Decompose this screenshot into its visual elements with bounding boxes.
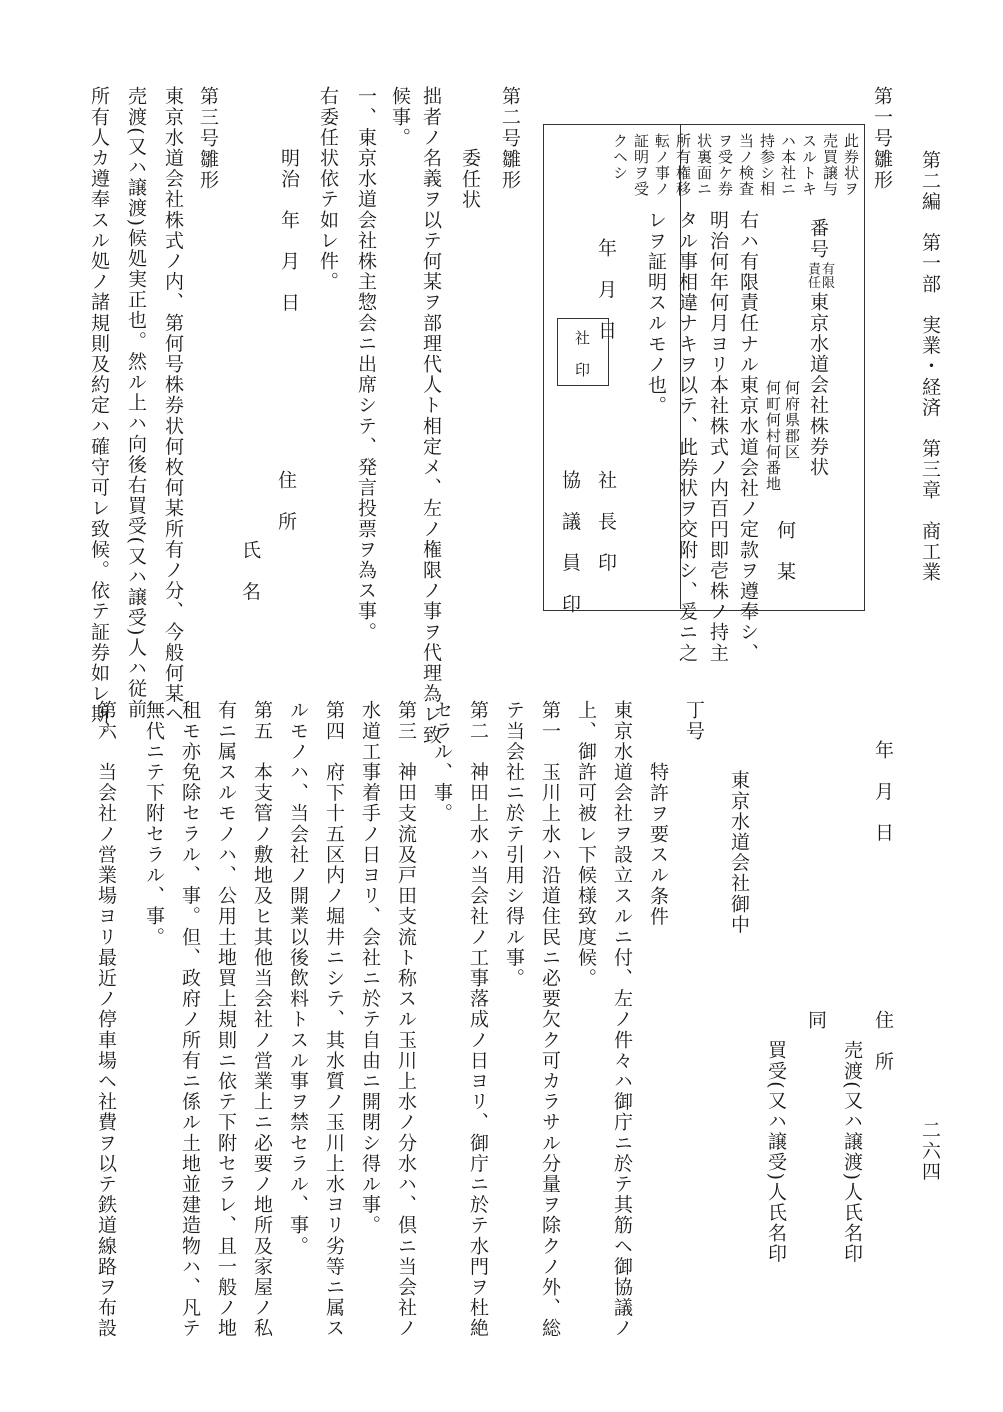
ding-line: 水道工事着手ノ日ヨリ、会社ニ於テ自由ニ開閉シ得ル事。	[359, 700, 381, 1236]
form2-name: 氏 名	[239, 540, 261, 602]
ding-line: 第四 府下十五区内ノ堀井ニシテ、其水質ノ玉川上水ヨリ劣等ニ属ス	[323, 700, 345, 1339]
ding-line: 東京水道会社ヲ設立スルニ付、左ノ件々ハ御庁ニ於テ其筋ヘ御協議ノ	[611, 700, 633, 1339]
cert-title: 東京水道会社株券状	[807, 292, 829, 478]
running-header: 第二編 第一部 実業・経済 第三章 商工業	[919, 150, 941, 583]
form2-title: 第二号雛形	[499, 86, 521, 191]
cert-date: 年 月 日	[595, 238, 617, 341]
form2-line: 拙者ノ名義ヲ以テ何某ヲ部理代人ト相定メ、左ノ権限ノ事ヲ代理為レ致	[420, 86, 442, 746]
side-note-line: スルトキ	[800, 133, 818, 197]
cert-holder: 何 某	[774, 520, 796, 582]
side-note-line: ハ本社ニ	[779, 133, 797, 197]
cert-ruby-top: 有限	[819, 262, 834, 289]
side-note-line: ヲ受ケ券	[716, 133, 734, 197]
form1-title: 第一号雛形	[871, 86, 893, 191]
ding-line: 第一 玉川上水ハ沿道住民ニ必要欠ク可カラサル分量ヲ除クノ外、総	[539, 700, 561, 1339]
ding-line: テ当会社ニ於テ引用シ得ル事。	[503, 700, 525, 989]
same-mark: 同	[805, 1010, 827, 1031]
form2-line: 一、東京水道会社株主惣会ニ出席シテ、発言投票ヲ為ス事。	[355, 86, 377, 643]
ding-line: 無代ニテ下附セラル、事。	[143, 700, 165, 948]
form2-address: 住 所	[275, 470, 297, 532]
addressee: 東京水道会社御中	[728, 770, 750, 935]
side-note-line: 証明ヲ受	[632, 133, 650, 197]
form3-address: 住 所	[872, 1010, 894, 1072]
cert-director: 協 議 員 印	[559, 470, 581, 615]
form2-line: 候事。	[389, 86, 411, 148]
side-note-line: 売買譲与	[821, 133, 839, 197]
ding-title: 丁号	[683, 700, 705, 742]
page-number: 二六四	[919, 1120, 941, 1182]
ding-line: ルモノハ、当会社ノ開業以後飲料トスル事ヲ禁セラル、事。	[287, 700, 309, 1257]
ding-line: 第五 本支管ノ敷地及ヒ其他当会社ノ営業上ニ必要ノ地所及家屋ノ私	[251, 700, 273, 1339]
cert-line: 明治何年何月ヨリ本社株式ノ内百円即壱株ノ持主	[707, 210, 729, 664]
side-note-line: 此券状ヲ	[842, 133, 860, 197]
cert-line: レヲ証明スルモノ也。	[645, 210, 667, 416]
form2-line: 右委任状依テ如レ件。	[317, 86, 339, 292]
form2-doc-title: 委任状	[459, 148, 481, 210]
cert-line: 右ハ有限責任ナル東京水道会社ノ定款ヲ遵奉シ、	[737, 210, 759, 664]
buyer-line: 買受(又ハ譲受)人氏名印	[765, 1040, 787, 1265]
ding-line: 第六 当会社ノ営業場ヨリ最近ノ停車場ヘ社費ヲ以テ鉄道線路ヲ布設	[95, 700, 117, 1339]
form2-date: 明治 年 月 日	[278, 148, 300, 313]
form3-line: 売渡(又ハ譲渡)候処実正也。然ル上ハ向後右買受(又ハ譲受)人ハ従前	[125, 86, 147, 720]
company-seal-text: 社 印	[573, 330, 591, 378]
cert-number-label: 番号	[807, 218, 829, 260]
ding-line: 上、御許可被レ下候様致度候。	[575, 700, 597, 989]
side-note-line: クヘシ	[611, 133, 629, 181]
cert-line: タル事相違ナキヲ以テ、此券状ヲ交附シ、爰ニ之	[676, 210, 698, 664]
ding-line: 有ニ属スルモノハ、公用土地買上規則ニ依テ下附セラレ、且一般ノ地	[215, 700, 237, 1339]
ding-line: 第三 神田支流及戸田支流ト称スル玉川上水ノ分水ハ、倶ニ当会社ノ	[395, 700, 417, 1339]
cert-president: 社 長 印	[595, 470, 617, 573]
side-note-line: 転ノ事ノ	[653, 133, 671, 197]
cert-ruby-bottom: 責任	[805, 262, 820, 289]
ding-line: 第二 神田上水ハ当会社ノ工事落成ノ日ヨリ、御庁ニ於テ水門ヲ杜絶	[467, 700, 489, 1339]
form3-line: 所有人カ遵奉スル処ノ諸規則及約定ハ確守可レ致候。依テ証券如レ斯。	[88, 86, 110, 746]
ding-subtitle: 特許ヲ要スル条件	[647, 762, 669, 927]
cert-address-bottom: 何町何村何番地	[764, 380, 782, 492]
form3-date: 年 月 日	[872, 740, 894, 843]
side-note-line: 持参シ相	[758, 133, 776, 197]
ding-line: セラル、事。	[431, 700, 453, 824]
side-note-line: 状裏面ニ	[695, 133, 713, 197]
cert-address-top: 何府県郡区	[783, 380, 801, 460]
seller-line: 売渡(又ハ譲渡)人氏名印	[841, 1040, 863, 1265]
ding-line: 租モ亦免除セラル、事。但、政府ノ所有ニ係ル土地並建造物ハ、凡テ	[179, 700, 201, 1339]
form3-title: 第三号雛形	[197, 86, 219, 191]
side-note-line: 所有権移	[674, 133, 692, 197]
form3-line: 東京水道会社株式ノ内、第何号株券状何枚何某所有ノ分、今般何某ヘ	[162, 86, 184, 725]
side-note-line: 当ノ検査	[737, 133, 755, 197]
